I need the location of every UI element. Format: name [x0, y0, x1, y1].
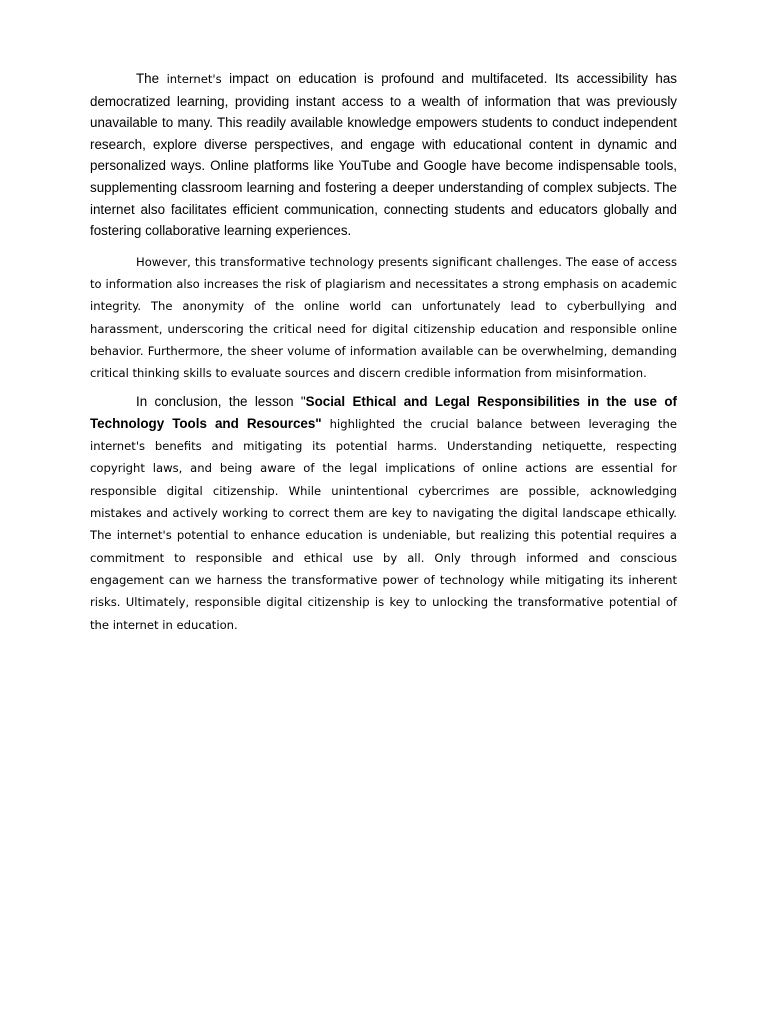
paragraph-1-internet-word: internet's	[166, 72, 222, 86]
paragraph-3-lead: In conclusion, the lesson "	[136, 393, 306, 409]
paragraph-internet-impact	[90, 68, 677, 242]
paragraph-challenges	[90, 251, 677, 385]
paragraph-2-body: However, this transformative technology presents significant challenges. The ease of access to information also increases the risk of plagiarism and necessitates a strong emphasis on academic integrity. The anonymity of the online world can unfortunately lead to cyberbullying and harassment, underscoring the critical need for digital citizenship education and responsible online behavior. Furthermore, the sheer volume of information available can be overwhelming, demanding critical thinking skills to evaluate sources and discern credible information from misinformation.	[90, 254, 677, 381]
paragraph-1-lead: The	[136, 71, 167, 86]
lesson-title: Social Ethical and Legal Responsibilities in the use of Technology Tools and Resources"	[90, 393, 677, 431]
paragraph-conclusion	[90, 391, 677, 636]
paragraph-3-body: highlighted the crucial balance between leveraging the internet's benefits and mitigating its potential harms. Understanding netiquette, respecting copyright laws, and being aware of the legal implications of online actions are essential for responsible digital citizenship. While unintentional cybercrimes are possible, acknowledging mistakes and actively working to correct them are key to navigating the digital landscape ethically. The internet's potential to enhance education is undeniable, but realizing this potential requires a commitment to responsible and ethical use by all. Only through informed and conscious engagement can we harness the transformative power of technology while mitigating its inherent risks. Ultimately, responsible digital citizenship is key to unlocking the transformative potential of the internet in education.	[90, 416, 677, 632]
document-page	[90, 68, 677, 636]
paragraph-1-body: impact on education is profound and multifaceted. Its accessibility has democratized learning, providing instant access to a wealth of information that was previously unavailable to many. This readily available knowledge empowers students to conduct independent research, explore diverse perspectives, and engage with educational content in dynamic and personalized ways. Online platforms like YouTube and Google have become indispensable tools, supplementing classroom learning and fostering a deeper understanding of complex subjects. The internet also facilitates efficient communication, connecting students and educators globally and fostering collaborative learning experiences.	[90, 71, 677, 239]
